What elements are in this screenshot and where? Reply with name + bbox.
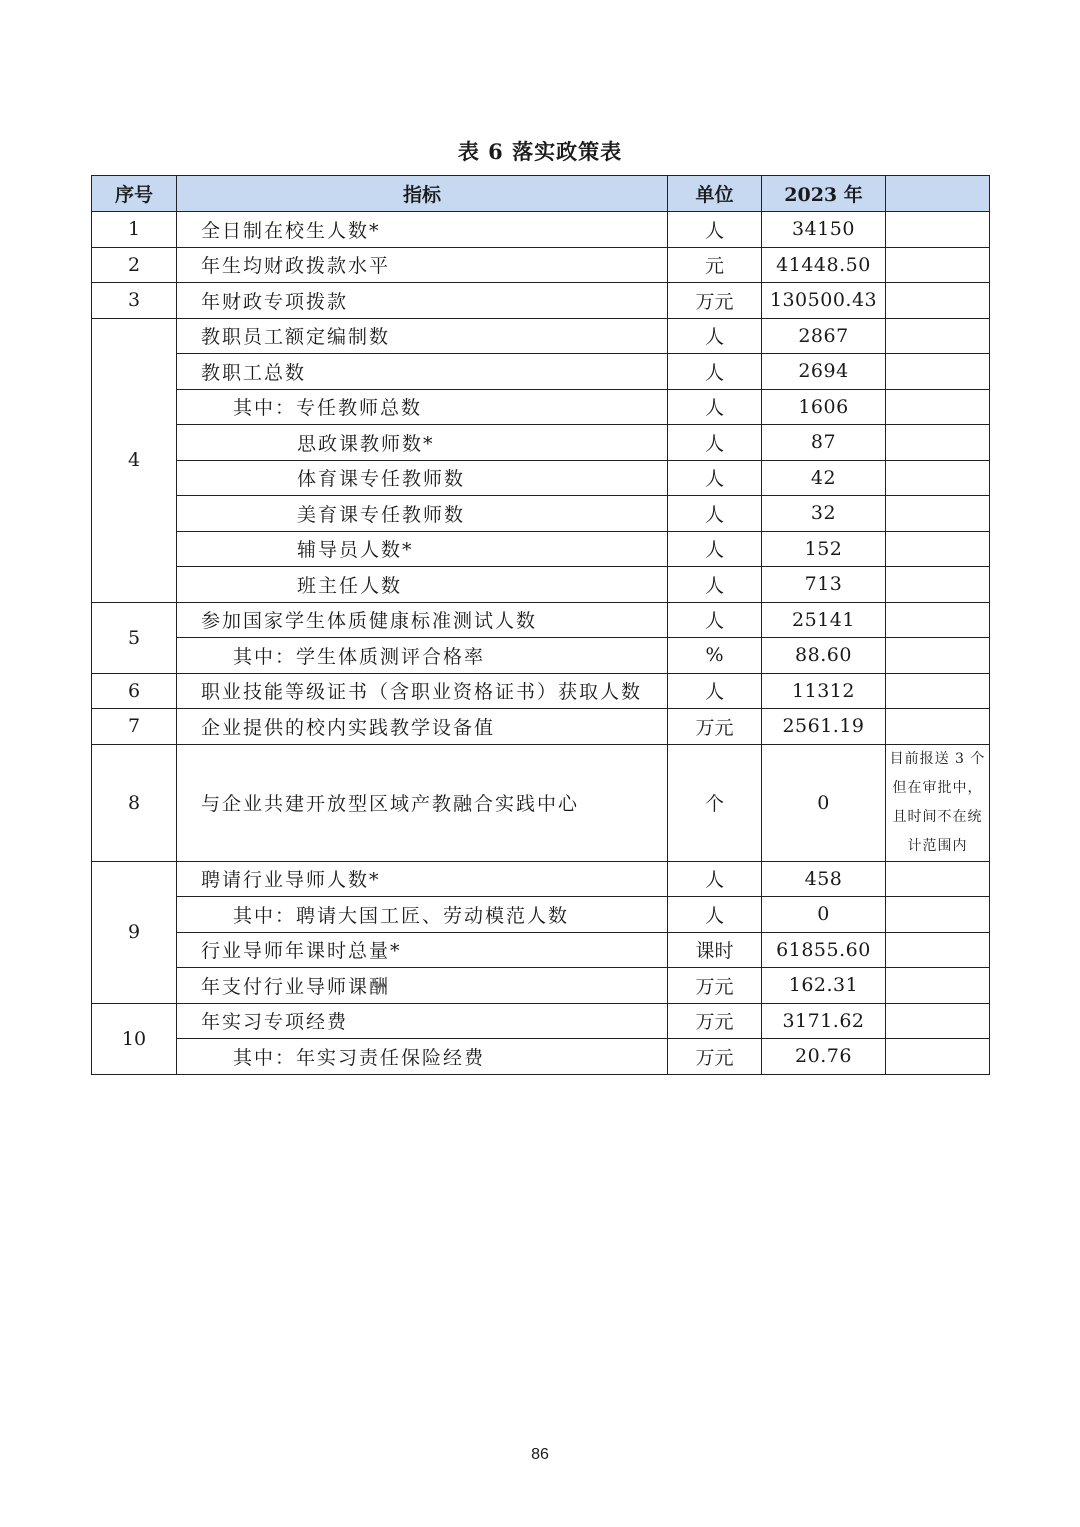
note-cell (886, 861, 990, 897)
unit-cell: 人 (668, 531, 762, 567)
value-cell: 87 (762, 425, 886, 461)
table-row (92, 212, 990, 248)
note-cell (886, 1039, 990, 1075)
indicator-cell: 年生均财政拨款水平 (177, 247, 668, 283)
table-title: 表 6 落实政策表 (457, 139, 623, 164)
table-row (92, 861, 990, 897)
indicator-cell: 其中：聘请大国工匠、劳动模范人数 (177, 897, 668, 933)
indicator-cell: 体育课专任教师数 (177, 460, 668, 496)
seq-cell: 1 (92, 212, 177, 248)
value-cell: 41448.50 (762, 247, 886, 283)
unit-cell: 人 (668, 897, 762, 933)
page-number: 86 (531, 1446, 549, 1463)
indicator-cell: 思政课教师数* (177, 425, 668, 461)
seq-cell: 8 (92, 744, 177, 861)
note-cell (886, 496, 990, 532)
value-cell: 152 (762, 531, 886, 567)
value-cell: 42 (762, 460, 886, 496)
table-row (92, 354, 990, 390)
indicator-cell: 年财政专项拨款 (177, 283, 668, 319)
unit-cell: 课时 (668, 932, 762, 968)
seq-cell: 4 (92, 318, 177, 602)
table-row (92, 389, 990, 425)
unit-cell: 人 (668, 389, 762, 425)
unit-cell: 人 (668, 318, 762, 354)
value-cell: 20.76 (762, 1039, 886, 1075)
note-cell (886, 709, 990, 745)
note-cell (886, 932, 990, 968)
indicator-cell: 职业技能等级证书（含职业资格证书）获取人数 (177, 673, 668, 709)
indicator-cell: 聘请行业导师人数* (177, 861, 668, 897)
unit-cell: 万元 (668, 968, 762, 1004)
indicator-cell: 其中：年实习责任保险经费 (177, 1039, 668, 1075)
table-row (92, 968, 990, 1004)
value-cell: 2561.19 (762, 709, 886, 745)
indicator-cell: 辅导员人数* (177, 531, 668, 567)
indicator-cell: 班主任人数 (177, 567, 668, 603)
table-header-row (92, 176, 990, 212)
table-row (92, 897, 990, 933)
note-cell (886, 247, 990, 283)
table-row (92, 283, 990, 319)
unit-cell: 人 (668, 673, 762, 709)
note-cell (886, 602, 990, 638)
value-cell: 25141 (762, 602, 886, 638)
table-row (92, 673, 990, 709)
indicator-cell: 其中：学生体质测评合格率 (177, 638, 668, 674)
seq-cell: 10 (92, 1003, 177, 1074)
indicator-cell: 全日制在校生人数* (177, 212, 668, 248)
indicator-cell: 企业提供的校内实践教学设备值 (177, 709, 668, 745)
note-cell (886, 968, 990, 1004)
unit-cell: 人 (668, 602, 762, 638)
note-cell (886, 354, 990, 390)
value-cell: 61855.60 (762, 932, 886, 968)
note-cell (886, 897, 990, 933)
policy-table (91, 175, 990, 1075)
header-note (886, 176, 990, 212)
unit-cell: % (668, 638, 762, 674)
unit-cell: 人 (668, 460, 762, 496)
unit-cell: 万元 (668, 1039, 762, 1075)
note-cell (886, 212, 990, 248)
table-row (92, 460, 990, 496)
table-row (92, 567, 990, 603)
unit-cell: 万元 (668, 283, 762, 319)
unit-cell: 人 (668, 354, 762, 390)
note-cell (886, 673, 990, 709)
note-cell (886, 567, 990, 603)
indicator-cell: 行业导师年课时总量* (177, 932, 668, 968)
unit-cell: 人 (668, 425, 762, 461)
note-cell: 目前报送 3 个但在审批中，且时间不在统计范围内 (886, 744, 990, 861)
indicator-cell: 教职工总数 (177, 354, 668, 390)
note-cell (886, 460, 990, 496)
header-year: 2023 年 (762, 176, 886, 212)
note-cell (886, 389, 990, 425)
unit-cell: 个 (668, 744, 762, 861)
table-row (92, 932, 990, 968)
header-seq: 序号 (92, 176, 177, 212)
value-cell: 130500.43 (762, 283, 886, 319)
table-row (92, 247, 990, 283)
table-row (92, 318, 990, 354)
value-cell: 11312 (762, 673, 886, 709)
table-row (92, 744, 990, 861)
value-cell: 0 (762, 744, 886, 861)
header-unit: 单位 (668, 176, 762, 212)
indicator-cell: 其中：专任教师总数 (177, 389, 668, 425)
seq-cell: 5 (92, 602, 177, 673)
seq-cell: 2 (92, 247, 177, 283)
unit-cell: 元 (668, 247, 762, 283)
value-cell: 34150 (762, 212, 886, 248)
seq-cell: 9 (92, 861, 177, 1003)
table-row (92, 638, 990, 674)
note-cell (886, 318, 990, 354)
value-cell: 162.31 (762, 968, 886, 1004)
note-cell (886, 283, 990, 319)
indicator-cell: 年实习专项经费 (177, 1003, 668, 1039)
value-cell: 2694 (762, 354, 886, 390)
indicator-cell: 美育课专任教师数 (177, 496, 668, 532)
value-cell: 3171.62 (762, 1003, 886, 1039)
indicator-cell: 教职员工额定编制数 (177, 318, 668, 354)
value-cell: 0 (762, 897, 886, 933)
indicator-cell: 与企业共建开放型区域产教融合实践中心 (177, 744, 668, 861)
table-body (92, 212, 990, 1075)
unit-cell: 人 (668, 212, 762, 248)
unit-cell: 人 (668, 496, 762, 532)
value-cell: 713 (762, 567, 886, 603)
unit-cell: 人 (668, 567, 762, 603)
header-indicator: 指标 (177, 176, 668, 212)
indicator-cell: 参加国家学生体质健康标准测试人数 (177, 602, 668, 638)
value-cell: 458 (762, 861, 886, 897)
note-cell (886, 1003, 990, 1039)
seq-cell: 7 (92, 709, 177, 745)
value-cell: 88.60 (762, 638, 886, 674)
value-cell: 32 (762, 496, 886, 532)
value-cell: 2867 (762, 318, 886, 354)
table-row (92, 1039, 990, 1075)
table-row (92, 602, 990, 638)
unit-cell: 人 (668, 861, 762, 897)
seq-cell: 3 (92, 283, 177, 319)
table-row (92, 531, 990, 567)
table-row (92, 496, 990, 532)
table-row (92, 709, 990, 745)
unit-cell: 万元 (668, 709, 762, 745)
table-row (92, 1003, 990, 1039)
note-cell (886, 638, 990, 674)
unit-cell: 万元 (668, 1003, 762, 1039)
table-row (92, 425, 990, 461)
note-cell (886, 425, 990, 461)
seq-cell: 6 (92, 673, 177, 709)
indicator-cell: 年支付行业导师课酬 (177, 968, 668, 1004)
value-cell: 1606 (762, 389, 886, 425)
note-cell (886, 531, 990, 567)
